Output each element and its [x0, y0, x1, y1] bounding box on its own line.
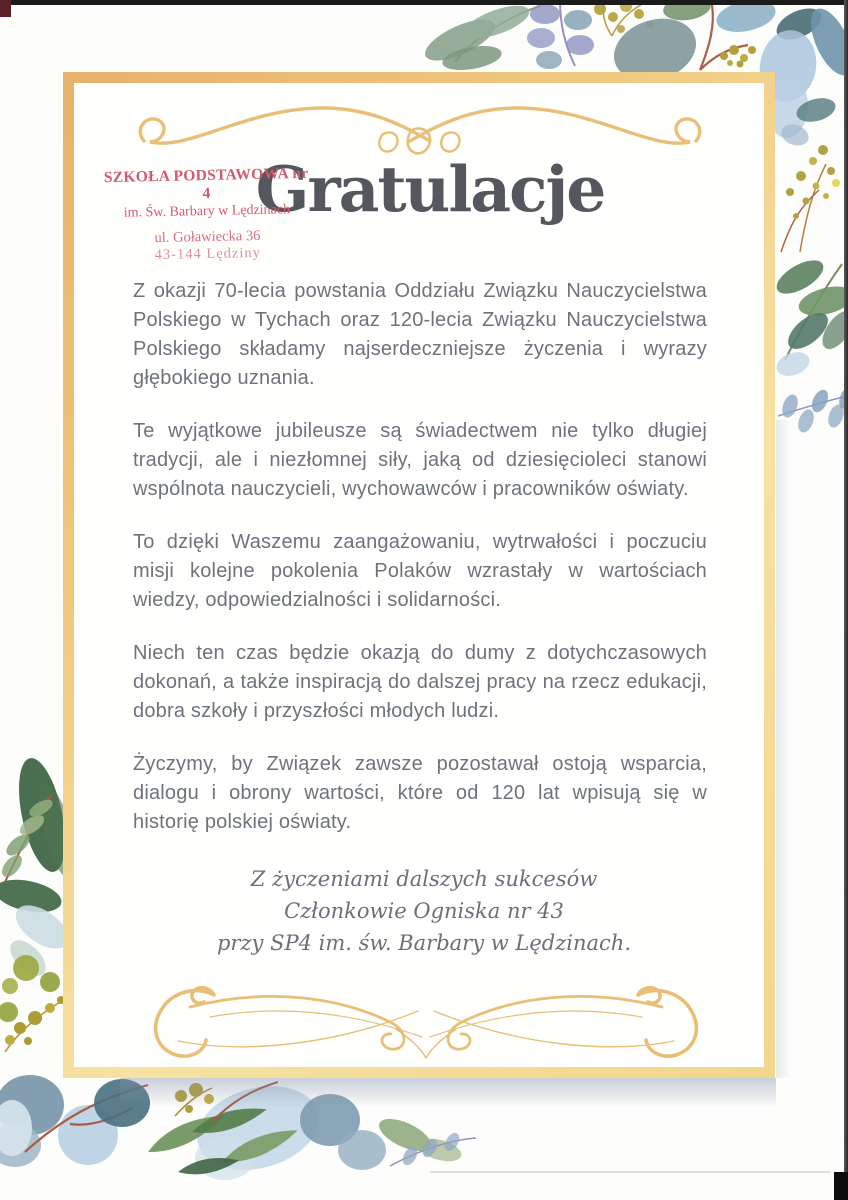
gold-framed-card — [63, 72, 775, 1078]
letter-body — [133, 277, 707, 861]
bottom-flourish-ornament — [148, 985, 704, 1059]
card-right-shadow — [776, 420, 790, 1078]
foliage-right-edge — [771, 145, 848, 435]
signature-line: Członkowie Ogniska nr 43 — [284, 899, 564, 923]
scan-edge-right — [844, 0, 848, 1200]
scan-corner-artifact — [0, 0, 11, 17]
letter-paragraph: Z okazji 70-lecia powstania Oddziału Związku Nauczycielstwa Polskiego w Tychach oraz 120-lecia Związku Nauczycielstwa Polskiego składamy najserdeczniejsze życzenia i wyrazy głębokiego uznania. — [133, 280, 707, 389]
letter-paragraph: Te wyjątkowe jubileusze są świadectwem nie tylko długiej tradycji, ale i niezłomnej siły, jaką od dziesięcioleci stanowi wspólnota nauczycieli, wychowawców i pracowników oświaty. — [133, 420, 707, 500]
scan-edge-top — [0, 0, 848, 5]
school-stamp — [99, 165, 315, 265]
letter-paragraph: Niech ten czas będzie okazją do dumy z dotychczasowych dokonań, a także inspiracją do dalszej pracy na rzecz edukacji, dobra szkoły i przyszłości młodych ludzi. — [133, 642, 707, 722]
stamp-street: ul. Goławiecka 36 — [154, 227, 261, 247]
letter-title: Gratulacje — [255, 152, 605, 226]
letter-paragraph: To dzięki Waszemu zaangażowaniu, wytrwałości i poczuciu misji kolejne pokolenia Polaków wzrastały w wartościach wiedzy, odpowiedzialności i solidarności. — [133, 531, 707, 611]
letter-paragraph: Życzymy, by Związek zawsze pozostawał ostoją wsparcia, dialogu i obrony wartości, które od 120 lat wpisują się w historię polskiej oświaty. — [133, 753, 707, 833]
signature-line: przy SP4 im. św. Barbary w Lędzinach. — [216, 931, 631, 955]
stamp-patron: im. Św. Barbary w Lędzinach — [123, 202, 291, 221]
card-bottom-shadow — [120, 1078, 776, 1108]
signature-line: Z życzeniami dalszych sukcesów — [250, 867, 598, 891]
scan-seam-line — [430, 1171, 830, 1173]
signature-block — [74, 863, 764, 959]
scan-edge-bottom-right — [834, 1172, 848, 1200]
stamp-school-name: SZKOŁA PODSTAWOWA nr 4 — [103, 164, 309, 203]
stamp-city: 43-144 Lędziny — [154, 244, 262, 264]
